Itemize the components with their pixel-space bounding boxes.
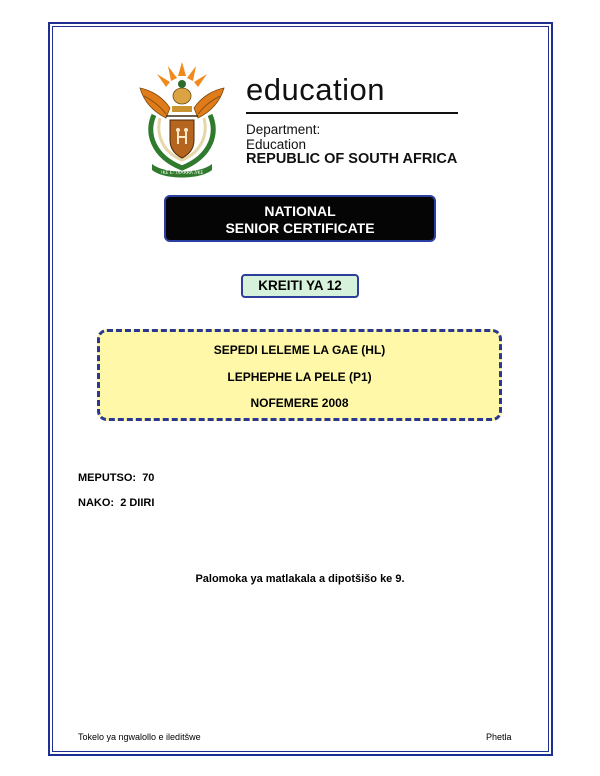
time-value: 2 DIIRI [120, 497, 155, 509]
department-block [246, 122, 457, 167]
department-line-2: Education [246, 137, 307, 152]
marks-line [78, 472, 154, 484]
svg-text:!KE E: /XARRA //KE: !KE E: /XARRA //KE [160, 171, 204, 176]
brand-rule [246, 112, 458, 114]
page-count-note: Palomoka ya matlakala a dipotšišo ke 9. [195, 573, 405, 585]
certificate-line-1: NATIONAL [264, 203, 336, 219]
marks-value: 70 [142, 472, 155, 484]
certificate-banner [164, 195, 436, 242]
department-line-1: Department: [246, 122, 321, 137]
grade-badge: KREITI YA 12 [241, 274, 359, 298]
exam-session: NOFEMERE 2008 [250, 396, 349, 410]
marks-label: MEPUTSO: [78, 472, 137, 484]
time-line [78, 497, 154, 509]
paper-name: LEPHEPHE LA PELE (P1) [227, 370, 372, 384]
paper-details-box [97, 329, 502, 421]
subject-title: SEPEDI LELEME LA GAE (HL) [213, 343, 386, 357]
country-name: REPUBLIC OF SOUTH AFRICA [246, 151, 458, 167]
south-africa-coat-of-arms-icon [132, 60, 232, 180]
turn-over-note: Phetla [486, 732, 512, 742]
brand-word: education [246, 72, 385, 107]
certificate-line-2: SENIOR CERTIFICATE [225, 220, 375, 236]
copyright-notice: Tokelo ya ngwalollo e ileditšwe [78, 732, 201, 742]
time-label: NAKO: [78, 497, 115, 509]
